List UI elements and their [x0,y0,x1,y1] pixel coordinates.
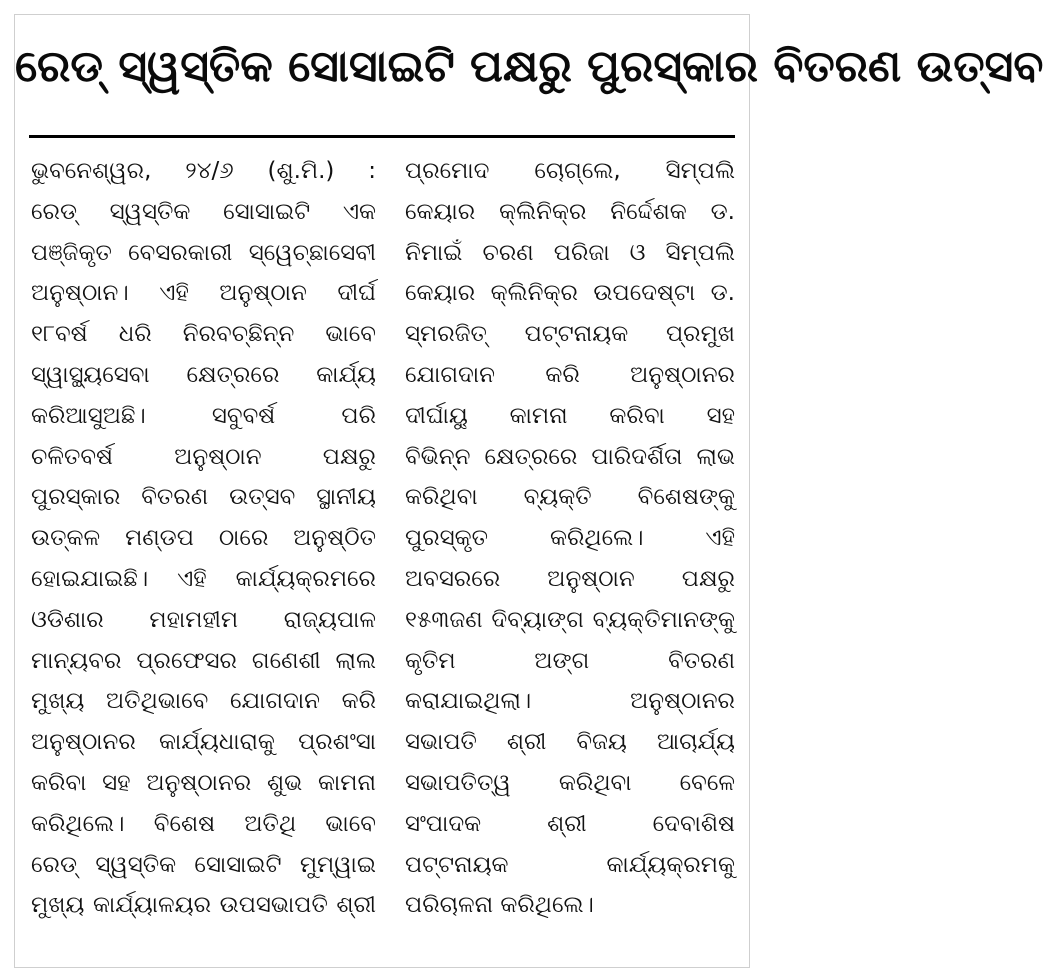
text-line: ସଭାପତି ଶ୍ରୀ ବିଜୟ ଆଚାର୍ଯ୍ୟ [405,729,735,756]
text-line: ଦୀର୍ଘାୟୁ କାମନା କରିବା ସହ [405,402,735,429]
text-line: ବିଭିନ୍ନ କ୍ଷେତ୍ରରେ ପାରିଦର୍ଶିତା ଲାଭ [405,443,735,470]
text-line: ୧୫୩ଜଣ ଦିବ୍ୟାଙ୍ଗ ବ୍ୟକ୍ତିମାନଙ୍କୁ [405,606,735,633]
text-line: ଅନୁଷ୍ଠାନର କାର୍ଯ୍ୟଧାରାକୁ ପ୍ରଶଂସା [31,729,376,756]
text-line: ପଟ୍ଟନାୟକ କାର୍ଯ୍ୟକ୍ରମକୁ [405,851,735,878]
text-line: ଓଡିଶାର ମହାମହୀମ ରାଜ୍ୟପାଳ [31,606,376,633]
news-clipping [14,14,1043,968]
text-line: ଉତ୍କଳ ମଣ୍ଡପ ଠାରେ ଅନୁଷ୍ଠିତ [31,525,376,552]
text-line: ଭୁବନେଶ୍ୱର, ୨୪/୬ (ଶୁ.ମି.) : [31,158,376,184]
headline: ରେଡ୍ ସ୍ୱସ୍ତିକ ସୋସାଇଟି ପକ୍ଷରୁ ପୁରସ୍କାର ବିତରଣ ଉତ୍ସବ [15,41,1043,92]
text-line: ପରିଚାଳନା କରିଥିଲେ। [405,892,594,919]
text-line: କରିବା ସହ ଅନୁଷ୍ଠାନର ଶୁଭ କାମନା [31,769,376,796]
text-line: କରିଥିଲେ। ବିଶେଷ ଅତିଥି ଭାବେ [31,810,376,837]
text-line: ପ୍ରମୋଦ ଚୋଗ୍‌ଲେ, ସିମ୍ପଲି [405,158,735,184]
text-line: ରେଡ୍ ସ୍ୱସ୍ତିକ ସୋସାଇଟି ମୁମ୍ୱାଇ [31,851,376,878]
text-line: ଚଳିତବର୍ଷ ଅନୁଷ୍ଠାନ ପକ୍ଷରୁ [31,443,376,470]
text-line: କରିଥିବା ବ୍ୟକ୍ତି ବିଶେଷଙ୍କୁ [405,484,735,511]
text-line: ସ୍ୱାସ୍ଥ୍ୟସେବା କ୍ଷେତ୍ରରେ କାର୍ଯ୍ୟ [31,361,376,388]
text-line: ସଂପାଦକ ଶ୍ରୀ ଦେବାଶିଷ [405,810,735,837]
text-line: ମୁଖ୍ୟ କାର୍ଯ୍ୟାଳୟର ଉପସଭାପତି ଶ୍ରୀ [31,892,376,919]
text-line: ମାନ୍ୟବର ପ୍ରଫେସର ଗଣେଶୀ ଲାଲ [31,647,376,674]
text-line: ନିମାଇଁ ଚରଣ ପରିଜା ଓ ସିମ୍ପଲି [405,239,735,266]
text-line: କୃତିମ ଅଙ୍ଗ ବିତରଣ [405,647,735,674]
text-line: କରାଯାଇଥିଲା। ଅନୁଷ୍ଠାନର [405,688,735,715]
text-line: ହୋଇଯାଇଛି। ଏହି କାର୍ଯ୍ୟକ୍ରମରେ [31,565,376,592]
right-column [405,151,735,926]
text-line: କେୟାର କ୍ଲିନିକ୍‌ର ଉପଦେଷ୍ଟା ଡ. [405,280,735,307]
text-line: ଅବସରରେ ଅନୁଷ୍ଠାନ ପକ୍ଷରୁ [405,565,735,592]
text-line: ପଞ୍ଜିକୃତ ବେସରକାରୀ ସ୍ୱେଚ୍ଛାସେବୀ [31,239,376,266]
headline-rule [29,135,735,138]
text-line: ପୁରସ୍କାର ବିତରଣ ଉତ୍ସବ ସ୍ଥାନୀୟ [31,484,376,511]
text-line: ପୁରସ୍କୃତ କରିଥିଲେ। ଏହି [405,525,735,552]
text-line: ମୁଖ୍ୟ ଅତିଥିଭାବେ ଯୋଗଦାନ କରି [31,688,376,715]
text-line: ଯୋଗଦାନ କରି ଅନୁଷ୍ଠାନର [405,361,735,388]
text-line: ରେଡ୍ ସ୍ୱସ୍ତିକ ସୋସାଇଟି ଏକ [31,198,376,225]
text-line: କେୟାର କ୍ଲିନିକ୍‌ର ନିର୍ଦ୍ଦେଶକ ଡ. [405,198,735,225]
text-line: କରିଆସୁଅଛି। ସବୁବର୍ଷ ପରି [31,402,376,429]
text-line: ଅନୁଷ୍ଠାନ। ଏହି ଅନୁଷ୍ଠାନ ଦୀର୍ଘ [31,280,376,307]
text-line: ୧୮ବର୍ଷ ଧରି ନିରବଚ୍ଛିନ୍ନ ଭାବେ [31,321,376,348]
text-line: ସ୍ମରଜିତ୍ ପଟ୍ଟନାୟକ ପ୍ରମୁଖ [405,321,735,348]
left-column [31,151,376,926]
text-line: ସଭାପତିତ୍ୱ କରିଥିବା ବେଳେ [405,769,735,796]
